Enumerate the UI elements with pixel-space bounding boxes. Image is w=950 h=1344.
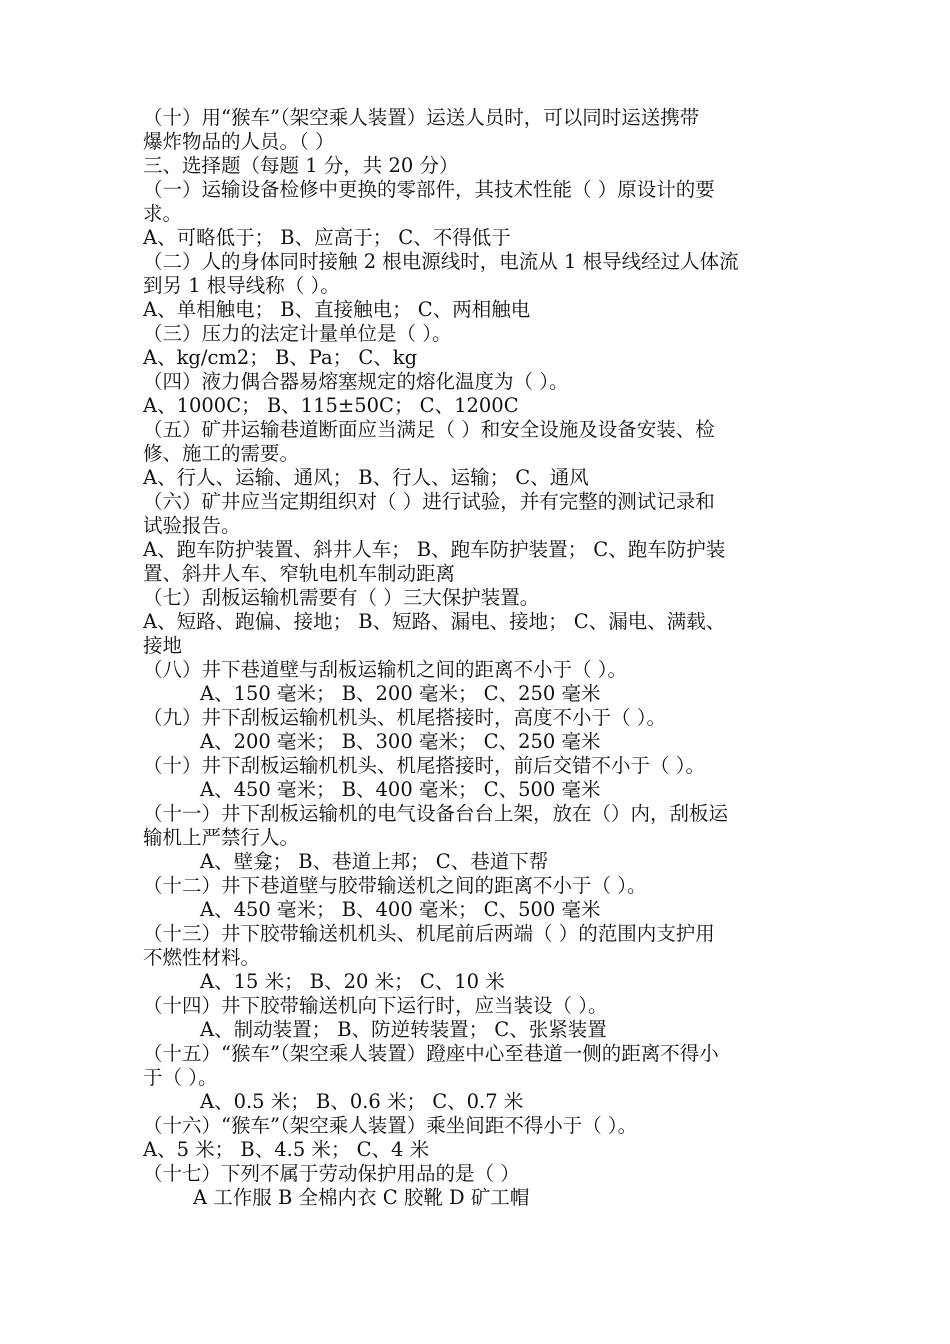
text-line: A、5 米； B、4.5 米； C、4 米 [143, 1138, 430, 1161]
text-line: A 工作服 B 全棉内衣 C 胶靴 D 矿工帽 [193, 1186, 530, 1209]
text-line: （四）液力偶合器易熔塞规定的熔化温度为（ ）。 [143, 370, 569, 393]
text-line: A、行人、运输、通风； B、行人、运输； C、通风 [143, 466, 589, 489]
text-line: （七）刮板运输机需要有（ ）三大保护装置。 [143, 586, 540, 609]
text-line: A、制动装置； B、防逆转装置； C、张紧装置 [200, 1018, 607, 1041]
text-line: （十）井下刮板运输机机头、机尾搭接时，前后交错不小于（ ）。 [143, 754, 705, 777]
text-line: （十二）井下巷道壁与胶带输送机之间的距离不小于（ ）。 [143, 874, 647, 897]
text-line: （二）人的身体同时接触 2 根电源线时，电流从 1 根导线经过人体流 [143, 250, 739, 273]
text-line: （十四）井下胶带输送机向下运行时，应当装设（ ）。 [143, 994, 608, 1017]
text-line: A、200 毫米； B、300 毫米； C、250 毫米 [200, 730, 601, 753]
text-line: A、450 毫米； B、400 毫米； C、500 毫米 [200, 898, 601, 921]
text-line: （十五）“猴车”（架空乘人装置）蹬座中心至巷道一侧的距离不得小 [143, 1042, 719, 1065]
text-line: 不燃性材料。 [143, 946, 261, 969]
text-line: 爆炸物品的人员。（ ） [143, 130, 335, 153]
text-line: （三）压力的法定计量单位是（ ）。 [143, 322, 452, 345]
text-line: （十三）井下胶带输送机机头、机尾前后两端（ ）的范围内支护用 [143, 922, 715, 945]
text-line: （十一）井下刮板运输机的电气设备台台上架，放在（）内，刮板运 [143, 802, 729, 825]
text-line: 置、斜井人车、窄轨电机车制动距离 [143, 562, 456, 585]
text-line: A、壁龛； B、巷道上邦； C、巷道下帮 [200, 850, 549, 873]
text-line: A、150 毫米； B、200 毫米； C、250 毫米 [200, 682, 601, 705]
text-line: 求。 [143, 202, 183, 225]
text-line: 输机上严禁行人。 [143, 826, 300, 849]
text-line: A、跑车防护装置、斜井人车； B、跑车防护装置； C、跑车防护装 [143, 538, 726, 561]
text-line: （十）用“猴车”（架空乘人装置）运送人员时，可以同时运送携带 [143, 106, 700, 129]
text-line: （一）运输设备检修中更换的零部件，其技术性能（ ）原设计的要 [143, 178, 715, 201]
text-line: 修、施工的需要。 [143, 442, 300, 465]
text-line: A、15 米； B、20 米； C、10 米 [200, 970, 505, 993]
text-line: A、短路、跑偏、接地； B、短路、漏电、接地； C、漏电、满载、 [143, 610, 726, 633]
text-line: A、0.5 米； B、0.6 米； C、0.7 米 [200, 1090, 524, 1113]
text-line: A、可略低于； B、应高于； C、不得低于 [143, 226, 511, 249]
text-line: （十六）“猴车”（架空乘人装置）乘坐间距不得小于（ ）。 [143, 1114, 638, 1137]
text-line: A、1000C； B、115±50C； C、1200C [143, 394, 519, 417]
text-line: （十七）下列不属于劳动保护用品的是（ ） [143, 1162, 520, 1185]
text-line: 于（ ）。 [143, 1066, 218, 1089]
text-line: （九）井下刮板运输机机头、机尾搭接时，高度不小于（ ）。 [143, 706, 666, 729]
document-page [143, 106, 811, 1210]
text-line: A、450 毫米； B、400 毫米； C、500 毫米 [200, 778, 601, 801]
text-line: （八）井下巷道壁与刮板运输机之间的距离不小于（ ）。 [143, 658, 627, 681]
text-line: 到另 1 根导线称（ ）。 [143, 274, 340, 297]
text-line: （六）矿井应当定期组织对（ ）进行试验，并有完整的测试记录和 [143, 490, 715, 513]
text-line: 三、选择题（每题 1 分，共 20 分） [143, 154, 459, 177]
text-line: （五）矿井运输巷道断面应当满足（ ）和安全设施及设备安装、检 [143, 418, 715, 441]
text-line: A、kg/cm2； B、Pa； C、kg [143, 346, 418, 369]
text-line: 试验报告。 [143, 514, 241, 537]
text-line: A、单相触电； B、直接触电； C、两相触电 [143, 298, 531, 321]
text-line: 接地 [143, 634, 183, 657]
